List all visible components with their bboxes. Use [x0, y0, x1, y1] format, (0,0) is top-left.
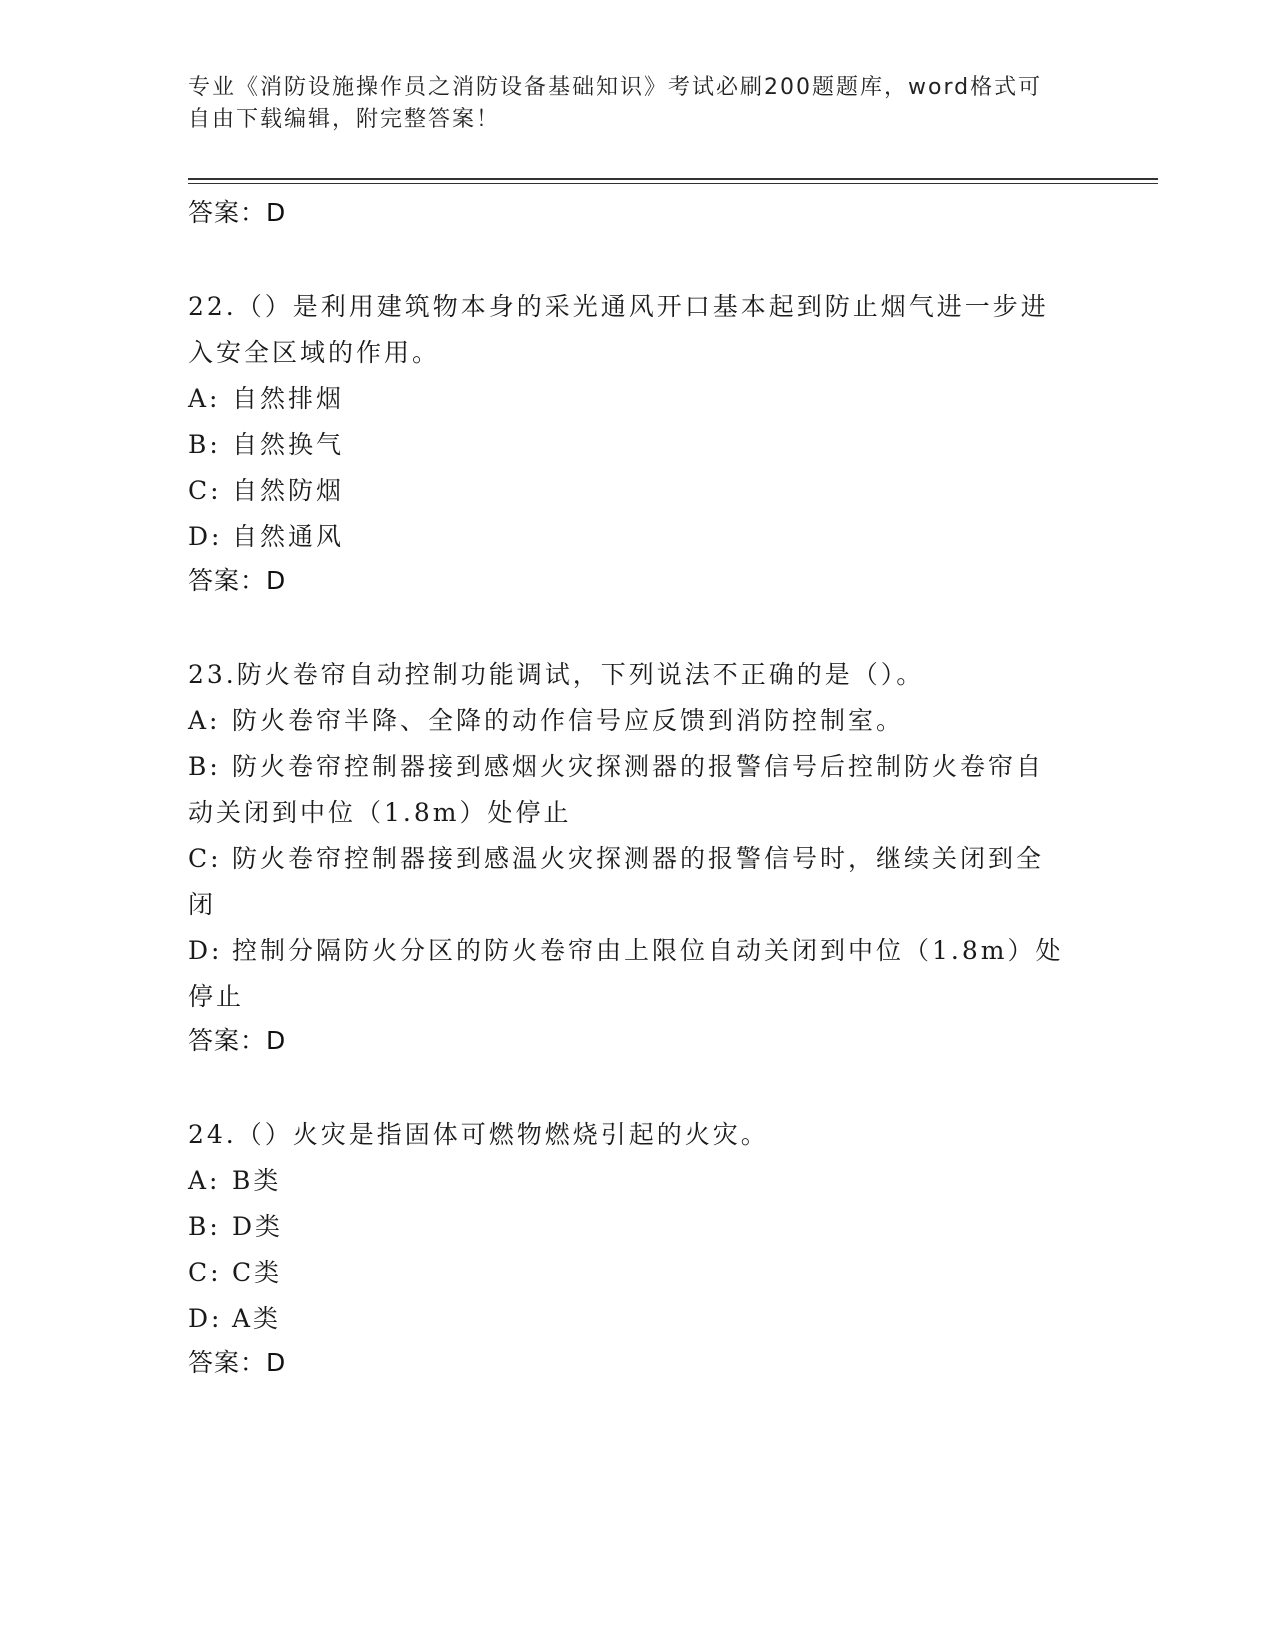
option-d [188, 928, 1088, 974]
option-label: D: [188, 522, 223, 551]
option-b [188, 744, 1088, 790]
option-label: C: [188, 844, 222, 873]
header-line-2: 自由下载编辑，附完整答案！ [188, 107, 501, 132]
question-stem-line: 入安全区域的作用。 [188, 338, 441, 367]
option-label: C: [188, 1258, 222, 1287]
spacer [188, 1066, 1088, 1112]
answer-line: 答案：D [188, 566, 287, 595]
header-divider-thin [188, 183, 1158, 184]
option-text: 防火卷帘控制器接到感烟火灾探测器的报警信号后控制防火卷帘自 [232, 752, 1045, 781]
option-d [188, 1296, 1088, 1342]
question-stem-line: 24.（）火灾是指固体可燃物燃烧引起的火灾。 [188, 1120, 769, 1149]
option-text: 控制分隔防火分区的防火卷帘由上限位自动关闭到中位（1.8m）处 [232, 936, 1064, 965]
option-b [188, 422, 1088, 468]
option-text: 防火卷帘控制器接到感温火灾探测器的报警信号时，继续关闭到全 [232, 844, 1045, 873]
option-d [188, 514, 1088, 560]
option-b-continuation: 动关闭到中位（1.8m）处停止 [188, 798, 572, 827]
option-label: A: [188, 706, 221, 735]
answer-line: 答案：D [188, 1026, 287, 1055]
answer-line: 答案：D [188, 1348, 287, 1377]
option-label: D: [188, 1304, 223, 1333]
header-line-1: 专业《消防设施操作员之消防设备基础知识》考试必刷200题题库，word格式可 [188, 75, 1043, 100]
option-a [188, 698, 1088, 744]
option-c [188, 468, 1088, 514]
option-text: C类 [232, 1258, 283, 1287]
previous-answer: 答案：D [188, 198, 287, 227]
option-a [188, 1158, 1088, 1204]
question-stem-line: 22.（）是利用建筑物本身的采光通风开口基本起到防止烟气进一步进 [188, 292, 1049, 321]
option-label: D: [188, 936, 223, 965]
option-text: B类 [232, 1166, 282, 1195]
question-22 [188, 284, 1088, 606]
question-list [188, 192, 1088, 1388]
spacer [188, 606, 1088, 652]
option-label: A: [188, 1166, 221, 1195]
option-text: A类 [232, 1304, 282, 1333]
option-text: D类 [232, 1212, 284, 1241]
option-c-continuation: 闭 [188, 890, 217, 919]
option-label: B: [188, 752, 221, 781]
header-divider-thick [188, 178, 1158, 180]
option-c [188, 836, 1088, 882]
option-c [188, 1250, 1088, 1296]
question-stem-line: 23.防火卷帘自动控制功能调试，下列说法不正确的是（）。 [188, 660, 925, 689]
spacer [188, 238, 1088, 284]
option-d-continuation: 停止 [188, 982, 245, 1011]
option-a [188, 376, 1088, 422]
question-23 [188, 652, 1088, 1066]
option-label: B: [188, 1212, 221, 1241]
option-text: 自然换气 [232, 430, 345, 459]
option-label: C: [188, 476, 222, 505]
option-b [188, 1204, 1088, 1250]
option-text: 自然防烟 [232, 476, 345, 505]
option-text: 自然通风 [232, 522, 345, 551]
option-label: A: [188, 384, 221, 413]
option-text: 防火卷帘半降、全降的动作信号应反馈到消防控制室。 [232, 706, 905, 735]
option-text: 自然排烟 [232, 384, 345, 413]
document-header [188, 72, 1088, 136]
option-label: B: [188, 430, 221, 459]
question-24 [188, 1112, 1088, 1388]
